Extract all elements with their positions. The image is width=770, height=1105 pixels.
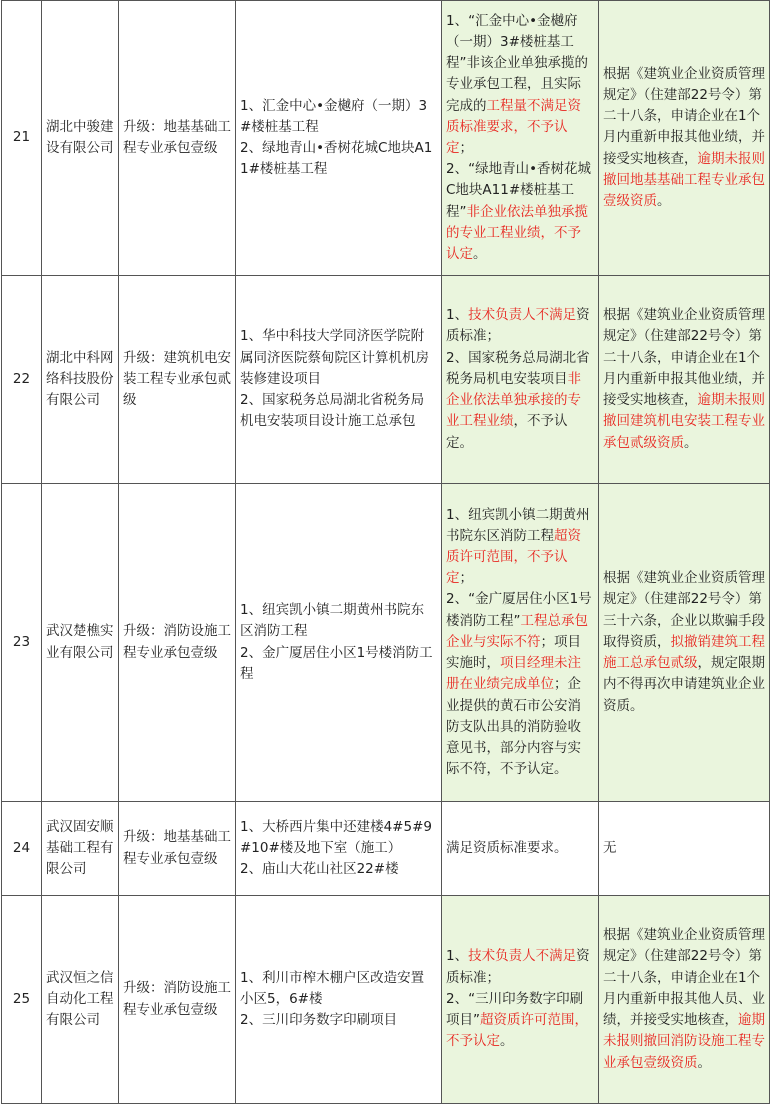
application-type: 升级：地基基础工程专业承包壹级	[119, 1, 236, 276]
text-segment: ；企业提供的黄石市公安消防支队出具的消防验收意见书，部分内容与实际不符，不予认定。	[446, 676, 581, 778]
highlighted-text: 非企业依法单独承揽的专业工程业绩，不予认定	[446, 203, 588, 263]
project-list: 1、汇金中心•金樾府（一期）3#楼桩基工程 2、绿地青山•香树花城C地块A11#楼桩基工程	[236, 1, 442, 276]
table-row	[2, 802, 770, 896]
text-segment: 根据《建筑业企业资质管理规定》（住建部22号令）第二十八条，申请企业在1个月内重新申报其他业绩，并接受实地核查，	[603, 65, 765, 167]
handling-basis	[599, 276, 770, 484]
project-list: 1、大桥西片集中还建楼4#5#9#10#楼及地下室（施工） 2、庙山大花山社区22#楼	[236, 802, 442, 896]
table-body	[2, 1, 770, 1104]
text-segment: 1、	[446, 307, 469, 324]
highlighted-text: 工程总承包企业与实际不符	[446, 612, 588, 650]
row-number: 22	[2, 276, 42, 484]
company-name: 武汉固安顺基础工程有限公司	[42, 802, 119, 896]
project-list: 1、华中科技大学同济医学院附属同济医院蔡甸院区计算机机房装修建设项目 2、国家税务总局湖北省税务局机电安装项目设计施工总承包	[236, 276, 442, 484]
highlighted-text: 项目经理未注册在业绩完成单位	[446, 655, 581, 693]
row-number: 25	[2, 896, 42, 1104]
table-row	[2, 1, 770, 276]
highlighted-text: 超资质许可范围，不予认定	[446, 1012, 588, 1050]
handling-basis	[599, 484, 770, 802]
review-opinion	[442, 896, 599, 1104]
table-row	[2, 276, 770, 484]
text-segment: ，不予认定。	[446, 413, 568, 451]
highlighted-text: 工程量不满足资质标准要求，不予认定	[446, 97, 581, 156]
table-row	[2, 896, 770, 1104]
review-opinion	[442, 484, 599, 802]
highlighted-text: 技术负责人不满足	[468, 307, 577, 324]
handling-basis	[599, 802, 770, 896]
row-number: 24	[2, 802, 42, 896]
text-segment: 1、	[446, 948, 469, 965]
highlighted-text: 拟撤销建筑工程施工总承包贰级	[603, 633, 765, 672]
text-segment: 。	[500, 1033, 514, 1050]
text-segment: ；项目实施时，	[446, 633, 581, 672]
text-segment: ； 2、“金广厦居住小区1号楼消防工程”	[446, 570, 592, 629]
project-list: 1、纽宾凯小镇二期黄州书院东区消防工程 2、金广厦居住小区1号楼消防工程	[236, 484, 442, 802]
table-row	[2, 484, 770, 802]
application-type: 升级：消防设施工程专业承包壹级	[119, 896, 236, 1104]
handling-basis	[599, 1, 770, 276]
text-segment: ，规定限期内不得再次申请建筑业企业资质。	[603, 655, 765, 714]
application-type: 升级：建筑机电安装工程专业承包贰级	[119, 276, 236, 484]
highlighted-text: 超资质许可范围，不予认定	[446, 527, 581, 587]
text-segment: 。	[697, 1054, 711, 1071]
company-name: 湖北中骏建设有限公司	[42, 1, 119, 276]
application-type: 升级：地基基础工程专业承包壹级	[119, 802, 236, 896]
text-segment: 资质标准； 2、“三川印务数字印刷项目”	[446, 948, 590, 1029]
highlighted-text: 逾期未报则撤回建筑机电安装工程专业承包贰级资质	[603, 392, 765, 451]
text-segment: 根据《建筑业企业资质管理规定》（住建部22号令）第三十六条，企业以欺骗手段取得资质，	[603, 570, 765, 650]
company-name: 武汉恒之信自动化工程有限公司	[42, 896, 119, 1104]
highlighted-text: 技术负责人不满足	[468, 948, 577, 965]
text-segment: 。	[684, 434, 698, 451]
text-segment: 。	[473, 246, 487, 263]
company-name: 武汉楚樵实业有限公司	[42, 484, 119, 802]
text-segment: 1、“汇金中心•金樾府（一期）3#楼桩基工程”非该企业单独承揽的专业承包工程，且实际完成的	[446, 12, 588, 114]
text-segment: 1、纽宾凯小镇二期黄州书院东区消防工程	[446, 506, 590, 544]
text-segment: 资质标准； 2、国家税务总局湖北省税务局机电安装项目	[446, 307, 590, 387]
highlighted-text: 逾期未报则撤回地基基础工程专业承包壹级资质	[603, 150, 765, 209]
project-list: 1、利川市榨木棚户区改造安置小区5，6#楼 2、三川印务数字印刷项目	[236, 896, 442, 1104]
application-type: 升级：消防设施工程专业承包壹级	[119, 484, 236, 802]
highlighted-text: 逾期未报则撤回消防设施工程专业承包壹级资质	[603, 1012, 765, 1071]
review-opinion	[442, 802, 599, 896]
highlighted-text: 非企业依法单独承接的专业工程业绩	[446, 370, 581, 430]
text-segment: ； 2、“绿地青山•香树花城C地块A11#楼桩基工程”	[446, 140, 592, 220]
row-number: 23	[2, 484, 42, 802]
qualification-review-table	[1, 0, 770, 1104]
text-segment: 根据《建筑业企业资质管理规定》（住建部22号令）第二十八条，申请企业在1个月内重新申报其他人员、业绩，并接受实地核查，	[603, 927, 765, 1029]
text-segment: 无	[603, 839, 617, 856]
company-name: 湖北中科网络科技股份有限公司	[42, 276, 119, 484]
review-opinion	[442, 1, 599, 276]
text-segment: 根据《建筑业企业资质管理规定》（住建部22号令）第二十八条，申请企业在1个月内重新申报其他业绩，并接受实地核查，	[603, 307, 765, 409]
text-segment: 满足资质标准要求。	[446, 839, 568, 856]
handling-basis	[599, 896, 770, 1104]
text-segment: 。	[657, 193, 671, 209]
row-number: 21	[2, 1, 42, 276]
review-opinion	[442, 276, 599, 484]
